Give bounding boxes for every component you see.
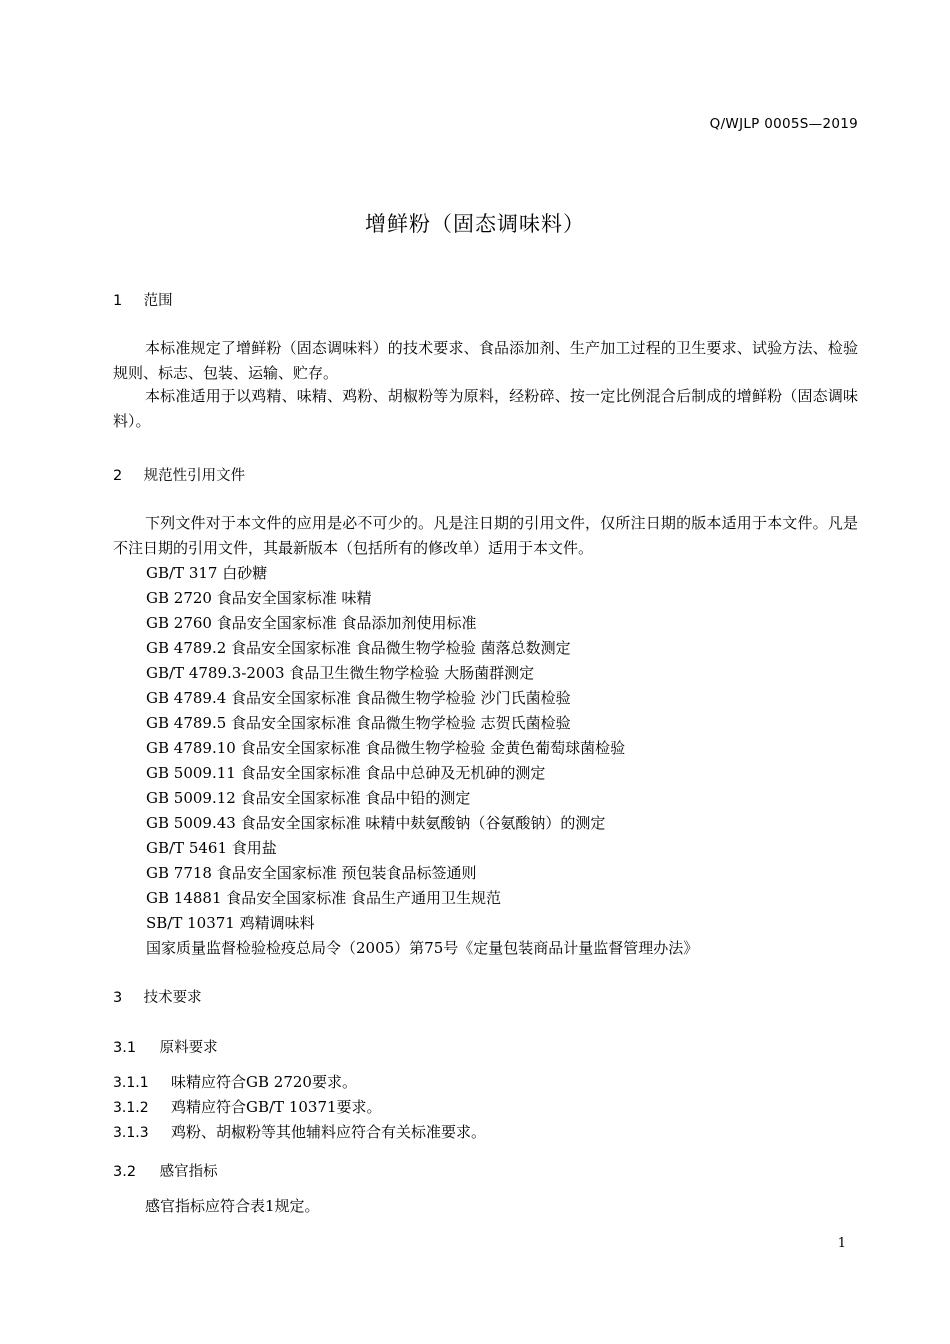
reference-item: GB 4789.5 食品安全国家标准 食品微生物学检验 志贺氏菌检验: [146, 714, 571, 732]
section-number: 3: [113, 990, 123, 1006]
clause-number: 3.1.1: [113, 1075, 149, 1091]
clause-3-1-3: [113, 1120, 486, 1146]
reference-item: GB 5009.12 食品安全国家标准 食品中铅的测定: [146, 789, 471, 807]
section-2-heading: [113, 464, 245, 485]
clause-3-1-1: [113, 1070, 357, 1096]
reference-item: GB/T 5461 食用盐: [146, 839, 277, 857]
clause-text: 鸡精应符合GB/T 10371要求。: [171, 1098, 382, 1116]
reference-item: GB 4789.4 食品安全国家标准 食品微生物学检验 沙门氏菌检验: [146, 689, 571, 707]
section-3-heading: [113, 986, 202, 1007]
subsection-number: 3.1: [113, 1040, 137, 1056]
subsection-title: 感官指标: [159, 1164, 218, 1180]
scope-paragraph-1: 本标准规定了增鲜粉（固态调味料）的技术要求、食品添加剂、生产加工过程的卫生要求、试验方法、检验规则、标志、包装、运输、贮存。: [113, 339, 858, 382]
section-title: 规范性引用文件: [143, 468, 246, 484]
section-title: 范围: [143, 293, 173, 309]
page-number: 1: [837, 1236, 846, 1251]
sensory-paragraph: 感官指标应符合表1规定。: [145, 1197, 320, 1215]
clause-3-1-2: [113, 1095, 382, 1121]
reference-item: GB 14881 食品安全国家标准 食品生产通用卫生规范: [146, 889, 502, 907]
section-number: 2: [113, 468, 123, 484]
section-number: 1: [113, 293, 123, 309]
reference-item: 国家质量监督检验检疫总局令（2005）第75号《定量包装商品计量监督管理办法》: [146, 939, 699, 957]
reference-item: GB 2760 食品安全国家标准 食品添加剂使用标准: [146, 614, 477, 632]
subsection-number: 3.2: [113, 1164, 137, 1180]
clause-text: 味精应符合GB 2720要求。: [171, 1073, 357, 1091]
subsection-3-2-heading: [113, 1160, 218, 1181]
reference-item: GB/T 317 白砂糖: [146, 564, 268, 582]
subsection-3-1-heading: [113, 1036, 218, 1057]
clause-number: 3.1.2: [113, 1100, 149, 1116]
reference-item: GB 5009.11 食品安全国家标准 食品中总砷及无机砷的测定: [146, 764, 546, 782]
reference-item: GB 2720 食品安全国家标准 味精: [146, 589, 372, 607]
reference-item: SB/T 10371 鸡精调味料: [146, 914, 315, 932]
section-title: 技术要求: [143, 990, 202, 1006]
reference-item: GB 4789.2 食品安全国家标准 食品微生物学检验 菌落总数测定: [146, 639, 571, 657]
clause-number: 3.1.3: [113, 1125, 149, 1141]
standard-code: Q/WJLP 0005S—2019: [709, 116, 858, 132]
reference-list: [146, 561, 698, 961]
section-1-heading: [113, 289, 173, 310]
subsection-title: 原料要求: [159, 1040, 218, 1056]
document-title: 增鲜粉（固态调味料）: [365, 212, 585, 236]
references-intro: 下列文件对于本文件的应用是必不可少的。凡是注日期的引用文件，仅所注日期的版本适用于本文件。凡是不注日期的引用文件，其最新版本（包括所有的修改单）适用于本文件。: [113, 514, 858, 557]
reference-item: GB 4789.10 食品安全国家标准 食品微生物学检验 金黄色葡萄球菌检验: [146, 739, 626, 757]
reference-item: GB 5009.43 食品安全国家标准 味精中麸氨酸钠（谷氨酸钠）的测定: [146, 814, 606, 832]
scope-paragraph-2: 本标准适用于以鸡精、味精、鸡粉、胡椒粉等为原料，经粉碎、按一定比例混合后制成的增鲜粉（固态调味料）。: [113, 387, 858, 430]
reference-item: GB/T 4789.3-2003 食品卫生微生物学检验 大肠菌群测定: [146, 664, 535, 682]
reference-item: GB 7718 食品安全国家标准 预包装食品标签通则: [146, 864, 477, 882]
clause-text: 鸡粉、胡椒粉等其他辅料应符合有关标准要求。: [171, 1123, 487, 1141]
